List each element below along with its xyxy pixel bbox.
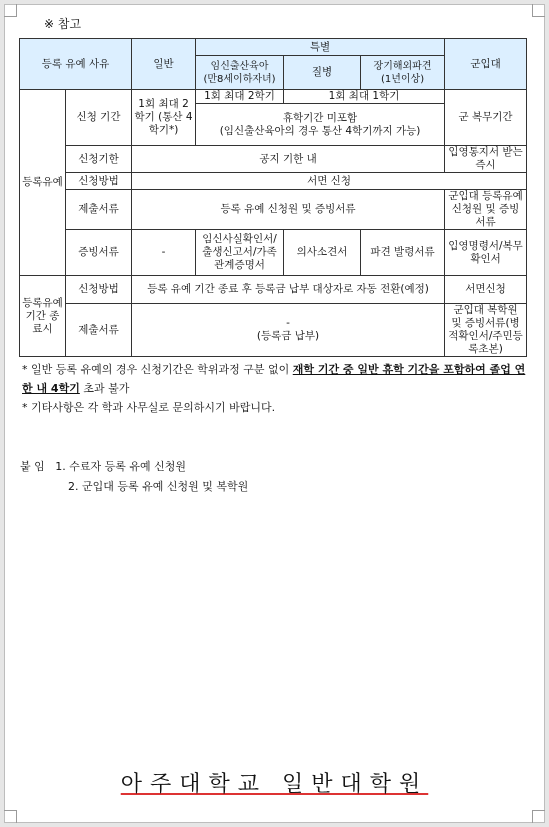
docs-text: - [286,317,290,329]
header-text: (1년이상) [380,73,425,85]
row-proof-label: 증빙서류 [66,230,132,276]
docs-value: 등록 유예 신청원 및 증빙서류 [132,190,445,230]
footnote-text: 초과 불가 [79,382,130,395]
group-defer: 등록유예 [20,90,66,276]
header-reason: 등록 유예 사유 [20,39,132,90]
attachment-2: 2. 군입대 등록 유예 신청원 및 복학원 [68,480,249,493]
issuer-name: 아주대학교 일반대학원 [120,772,429,797]
header-special-childcare [196,56,284,90]
attachments [20,457,248,497]
proof-overseas: 파견 발령서류 [361,230,445,276]
header-military: 군입대 [445,39,527,90]
deadline-value: 공지 기한 내 [132,146,445,173]
row-docs-label: 제출서류 [66,190,132,230]
end-docs-value [132,304,445,357]
end-method-military: 서면신청 [445,276,527,304]
period-military: 군 복무기간 [445,90,527,146]
header-special-overseas [361,56,445,90]
note-text: 휴학기간 미포함 [282,111,358,124]
header-special-illness: 질병 [284,56,361,90]
group-end: 등록유예 기간 종료시 [20,276,66,357]
proof-military: 입영명령서/복무확인서 [445,230,527,276]
proof-general: - [132,230,196,276]
docs-text: (등록금 납부) [256,330,320,342]
crop-mark [532,810,545,823]
proof-childcare: 임신사실확인서/출생신고서/가족관계증명서 [196,230,284,276]
attachment-1 [20,457,248,477]
issuer-footer [0,767,549,798]
note-text: (임신출산육아의 경우 통산 4학기까지 가능) [219,124,421,137]
proof-illness: 의사소견서 [284,230,361,276]
header-text: 임신출산육아 [210,60,269,72]
end-docs-military: 군입대 복학원 및 증빙서류(병적확인서/주민등록초본) [445,304,527,357]
crop-mark [4,4,17,17]
row-end-method-label: 신청방법 [66,276,132,304]
period-general: 1회 최대 2학기 (통산 4학기*) [132,90,196,146]
footnote-1 [22,360,532,398]
row-end-docs-label: 제출서류 [66,304,132,357]
footnote-emphasis: 재학 기간 중 일반 휴학 기간을 포함하여 졸업 연한 내 4학기 [22,363,526,395]
header-general: 일반 [132,39,196,90]
attachment-label: 붙 임 [20,460,45,473]
crop-mark [4,810,17,823]
note-heading: ※ 참고 [44,17,82,31]
row-period-label: 신청 기간 [66,90,132,146]
header-text: (만8세이하자녀) [203,73,276,85]
footnote-2: * 기타사항은 각 학과 사무실로 문의하시기 바랍니다. [22,401,276,414]
end-method-value: 등록 유예 기간 종료 후 등록금 납부 대상자로 자동 전환(예정) [132,276,445,304]
period-note [196,104,445,146]
footnote-text: * 일반 등록 유예의 경우 신청기간은 학위과정 구분 없이 [22,363,293,376]
crop-mark [532,4,545,17]
header-text: 장기해외파견 [373,60,432,72]
footnotes [22,360,532,417]
deferral-table [19,38,527,357]
header-special: 특별 [196,39,445,56]
period-childcare: 1회 최대 2학기 [196,90,284,104]
method-value: 서면 신청 [132,173,527,190]
deadline-military: 입영통지서 받는 즉시 [445,146,527,173]
attachment-item: 1. 수료자 등록 유예 신청원 [55,460,186,473]
row-method-label: 신청방법 [66,173,132,190]
docs-military: 군입대 등록유예 신청원 및 증빙서류 [445,190,527,230]
period-special: 1회 최대 1학기 [284,90,445,104]
row-deadline-label: 신청기한 [66,146,132,173]
